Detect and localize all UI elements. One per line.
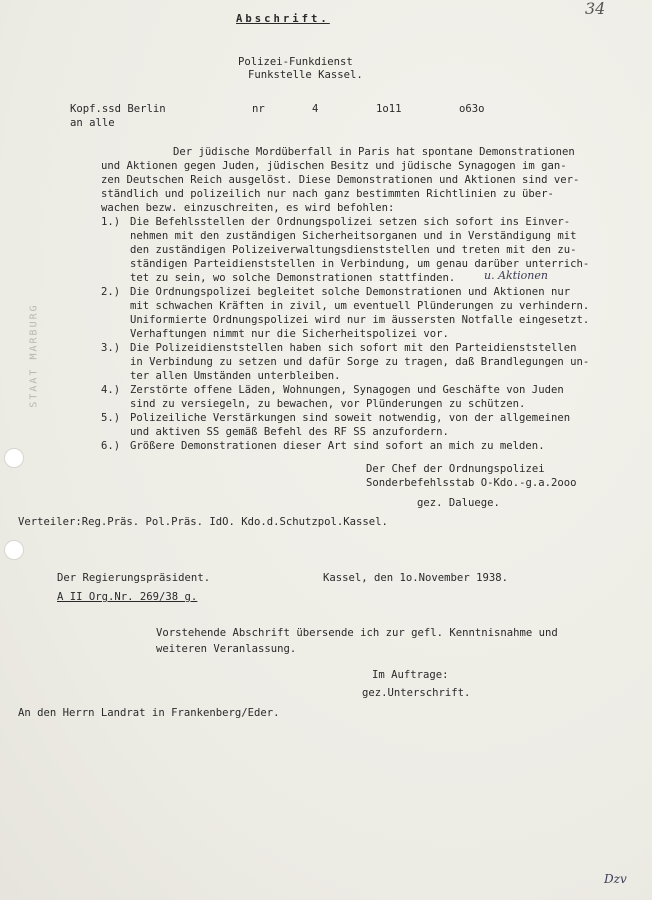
item-5-line-1: Polizeiliche Verstärkungen sind soweit notwendig, von der allgemeinen xyxy=(130,412,571,424)
telegram-date-code: 1o11 xyxy=(376,103,402,115)
telegram-time-code: o63o xyxy=(459,103,485,115)
body-line-2: und Aktionen gegen Juden, jüdischen Besitz und jüdische Synagogen im gan- xyxy=(101,160,567,172)
item-2-line-4: Verhaftungen nimmt nur die Sicherheitspolizei vor. xyxy=(130,328,449,340)
item-3-line-1: Die Polizeidienststellen haben sich sofort mit den Parteidienststellen xyxy=(130,342,577,354)
item-2-line-3: Uniformierte Ordnungspolizei wird nur im äussersten Notfalle eingesetzt. xyxy=(130,314,590,326)
item-2-line-1: Die Ordnungspolizei begleitet solche Demonstrationen und Aktionen nur xyxy=(130,286,571,298)
body-line-5: wachen bezw. einzuschreiten, es wird befohlen: xyxy=(101,202,395,214)
cover-place-date: Kassel, den 1o.November 1938. xyxy=(323,572,508,584)
signature-line-2: Sonderbefehlsstab O-Kdo.-g.a.2ooo xyxy=(366,477,577,489)
org-line-1: Polizei-Funkdienst xyxy=(238,56,353,68)
distribution-line: Verteiler:Reg.Präs. Pol.Präs. IdO. Kdo.d.Schutzpol.Kassel. xyxy=(18,516,388,528)
item-1-line-3: den zuständigen Polizeiverwaltungsdienststellen und treten mit den zu- xyxy=(130,244,577,256)
item-3-number: 3.) xyxy=(101,342,121,354)
cover-sign-line-1: Im Auftrage: xyxy=(372,669,449,681)
item-1-number: 1.) xyxy=(101,216,121,228)
document-title: Abschrift. xyxy=(236,13,330,25)
item-1-line-2: nehmen mit den zuständigen Sicherheitsorganen und in Verständigung mit xyxy=(130,230,577,242)
cover-text-line-2: weiteren Veranlassung. xyxy=(156,643,297,655)
cover-text-line-1: Vorstehende Abschrift übersende ich zur gefl. Kenntnisnahme und xyxy=(156,627,558,639)
item-4-number: 4.) xyxy=(101,384,121,396)
item-6-line-1: Größere Demonstrationen dieser Art sind sofort an mich zu melden. xyxy=(130,440,545,452)
body-line-1: Der jüdische Mordüberfall in Paris hat spontane Demonstrationen xyxy=(173,146,575,158)
telegram-from: Kopf.ssd Berlin xyxy=(70,103,166,115)
item-6-number: 6.) xyxy=(101,440,121,452)
page-number: 34 xyxy=(585,0,606,18)
signature-line-3: gez. Daluege. xyxy=(417,497,500,509)
item-1-line-1: Die Befehlsstellen der Ordnungspolizei setzen sich sofort ins Einver- xyxy=(130,216,571,228)
punch-hole-top xyxy=(4,448,24,468)
item-1-handwritten-insert: u. Aktionen xyxy=(484,269,548,282)
item-3-line-2: in Verbindung zu setzen und dafür Sorge zu tragen, daß Brandlegungen un- xyxy=(130,356,590,368)
archive-stamp: STAAT MARBURG xyxy=(28,303,40,408)
cover-reference: A II Org.Nr. 269/38 g. xyxy=(57,591,198,603)
telegram-nr: 4 xyxy=(312,103,319,115)
item-3-line-3: ter allen Umständen unterbleiben. xyxy=(130,370,341,382)
cover-recipient: An den Herrn Landrat in Frankenberg/Eder. xyxy=(18,707,280,719)
item-2-line-2: mit schwachen Kräften in zivil, um eventuell Plünderungen zu verhindern. xyxy=(130,300,590,312)
cover-sender: Der Regierungspräsident. xyxy=(57,572,211,584)
item-2-number: 2.) xyxy=(101,286,121,298)
cover-sign-line-2: gez.Unterschrift. xyxy=(362,687,471,699)
item-1-line-5: tet zu sein, wo solche Demonstrationen stattfinden. xyxy=(130,272,456,284)
body-line-3: zen Deutschen Reich ausgelöst. Diese Demonstrationen und Aktionen sind ver- xyxy=(101,174,580,186)
item-4-line-1: Zerstörte offene Läden, Wohnungen, Synagogen und Geschäfte von Juden xyxy=(130,384,564,396)
telegram-nr-label: nr xyxy=(252,103,265,115)
punch-hole-bottom xyxy=(4,540,24,560)
signature-line-1: Der Chef der Ordnungspolizei xyxy=(366,463,545,475)
item-5-number: 5.) xyxy=(101,412,121,424)
item-5-line-2: und aktiven SS gemäß Befehl des RF SS anzufordern. xyxy=(130,426,449,438)
telegram-to: an alle xyxy=(70,117,115,129)
org-line-2: Funkstelle Kassel. xyxy=(248,69,363,81)
item-4-line-2: sind zu versiegeln, zu bewachen, vor Plünderungen zu schützen. xyxy=(130,398,526,410)
handwritten-initials: Dzv xyxy=(604,872,627,886)
body-line-4: ständlich und polizeilich nur nach ganz bestimmten Richtlinien zu über- xyxy=(101,188,554,200)
item-1-line-4: ständigen Parteidienststellen in Verbindung, um genau darüber unterrich- xyxy=(130,258,590,270)
